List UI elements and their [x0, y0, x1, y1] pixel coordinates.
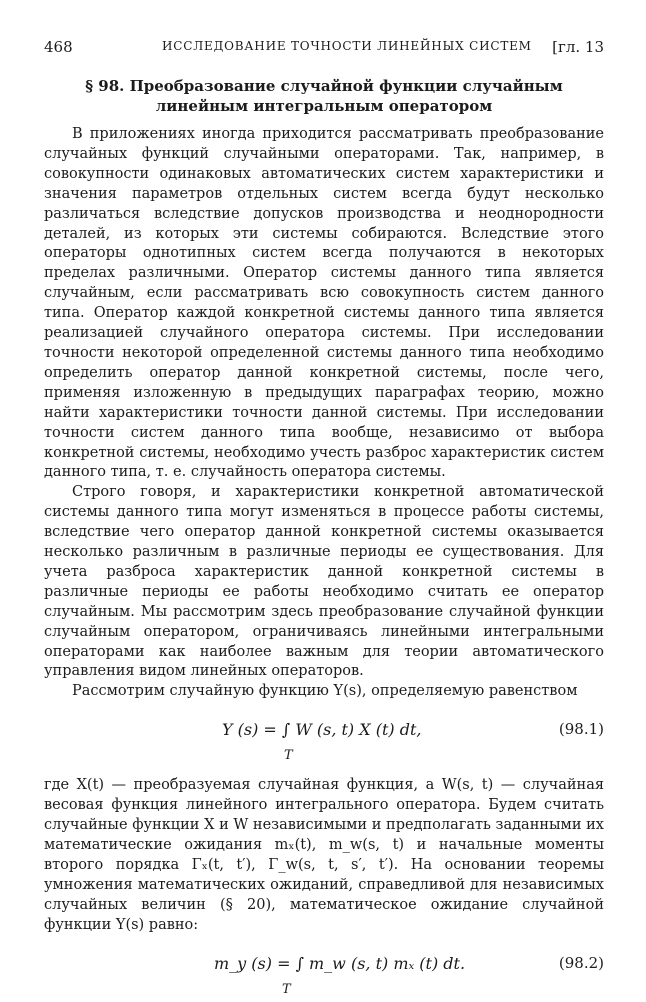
chapter-label: [гл. 13 [552, 38, 604, 56]
paragraph: Строго говоря, и характеристики конкретной автоматической системы данного типа могут изменяться в процессе работы системы, вследствие чего оператор данной конкретной системы оказывается несколько различным в различные периоды ее существования. Для учета разброса характеристик данной конкретной системы в различные периоды ее работы необходимо считать ее оператор случайным. Мы рассмотрим здесь преобразование случайной функции случайным оператором, ограничиваясь линейными интегральными операторами как наиболее важным для теории автоматического управления видом линейных операторов. [44, 484, 604, 680]
paragraph: В приложениях иногда приходится рассматривать преобразование случайных функций случайными операторами. Так, например, в совокупности одинаковых автоматических систем характеристики и значения параметров отдельных систем всегда будут несколько различаться вследствие допусков производства и неоднородности деталей, из которых эти системы собираются. Вследствие этого операторы однотипных систем всегда получаются в некоторых пределах различными. Оператор системы данного типа является случайным, если рассматривать всю совокупность систем данного типа. Оператор каждой конкретной системы данного типа является реализацией случайного оператора системы. При исследовании точности некоторой определенной системы данного типа необходимо определить оператор данной конкретной системы, после чего, применяя изложенную в предыдущих параграфах теорию, можно найти характеристики точности данной системы. При исследовании точности систем данного типа вообще, независимо от выбора конкретной системы, необходимо учесть разброс характеристик систем данного типа, т. е. случайность оператора системы. [44, 126, 604, 481]
equation-expression: Y (s) = ∫ W (s, t) X (t) dt, [222, 720, 422, 740]
equation-number: (98.2) [558, 953, 604, 972]
equation-98-2 [44, 944, 604, 1002]
equation-expression: m_y (s) = ∫ m_w (s, t) mₓ (t) dt. [214, 953, 466, 973]
paragraph: где X(t) — преобразуемая случайная функция, а W(s, t) — случайная весовая функция линейного интегрального оператора. Будем считать случайные функции X и W независимыми и предполагать заданными их математические ожидания mₓ(t), m_w(s, t) и начальные моменты второго порядка Γₓ(t, t′), Γ_w(s, t, s′, t′). На основании теоремы умножения математических ожиданий, справедливой для независимых случайных величин (§ 20), математическое ожидание случайной функции Y(s) равно: [44, 777, 604, 933]
running-header [44, 38, 604, 60]
section-title: § 98. Преобразование случайной функции случайным линейным интегральным оператором [85, 77, 563, 115]
integral-limit: T [284, 748, 293, 764]
equation-98-1 [44, 710, 604, 772]
page-number: 468 [44, 38, 73, 56]
equation-number: (98.1) [558, 720, 604, 739]
body-text [44, 125, 604, 1002]
paragraph: Рассмотрим случайную функцию Y(s), определяемую равенством [72, 683, 578, 700]
running-title: ИССЛЕДОВАНИЕ ТОЧНОСТИ ЛИНЕЙНЫХ СИСТЕМ [162, 39, 532, 53]
integral-limit: T [282, 981, 291, 997]
